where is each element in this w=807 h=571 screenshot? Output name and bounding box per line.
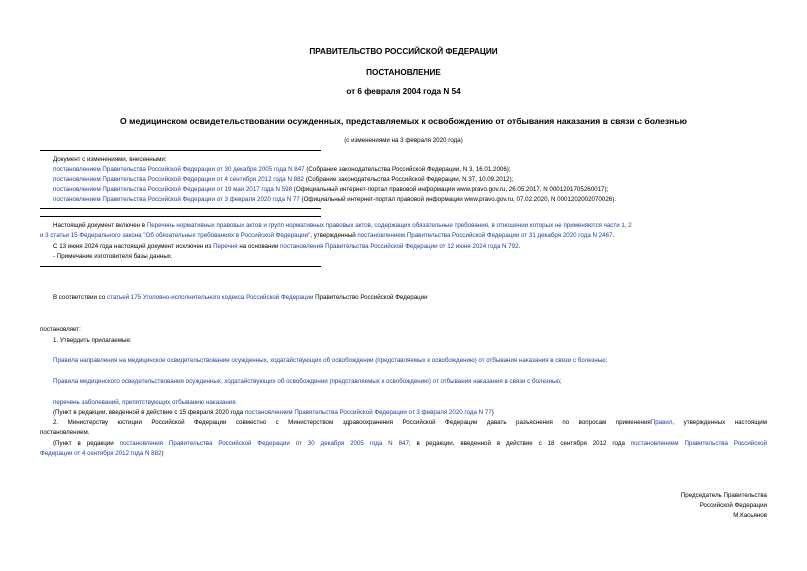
- amendment-source: (Собрание законодательства Российской Федерации, N 3, 16.01.2006);: [304, 166, 511, 173]
- note-line: Настоящий документ включен в Перечень нормативных правовых актов и групп нормативных правовых актов, содержащих обязательные требования, в отношении которых не применяются части 1, 2: [53, 222, 632, 229]
- amendments-intro: Документ с изменениями, внесенными:: [53, 156, 167, 163]
- amendment-link[interactable]: постановлением Правительства Российской Федерации от 3 февраля 2020 года N 77: [53, 196, 300, 203]
- federal-law-link[interactable]: и 3 статьи 15 Федерального закона "Об обязательных требованиях в Российской Федерации": [40, 232, 311, 239]
- amendment-link[interactable]: постановлением Правительства Российской Федерации от 19 мая 2017 года N 598: [53, 186, 293, 193]
- resolution-792-link[interactable]: постановления Правительства Российской Федерации от 12 июня 2024 года N 792: [280, 243, 519, 250]
- resolution-2467-link[interactable]: постановлением Правительства Российской Федерации от 31 декабря 2020 года N 2467: [357, 232, 613, 239]
- amendment-item: [53, 186, 608, 194]
- document-title: О медицинском освидетельствовании осужденных, представляемых к освобождению от отбывания наказания в связи с болезнью: [120, 116, 687, 126]
- rules-link[interactable]: Правил: [650, 419, 673, 426]
- db-producer-note: - Примечание изготовителя базы данных.: [53, 253, 173, 260]
- amendment-source: (Официальный интернет-портал правовой информации www.pravo.gov.ru, 07.02.2020, N 0001202002070026).: [299, 196, 616, 203]
- amendment-source: (Собрание законодательства Российской Федерации, N 37, 10.09.2012);: [303, 176, 514, 183]
- paragraph-1: 1. Утвердить прилагаемые:: [53, 337, 132, 344]
- edition-note-2-end: Федерации от 4 сентября 2012 года N 882): [40, 450, 164, 457]
- list-link[interactable]: Перечня: [213, 243, 238, 250]
- revision-note: (с изменениями на 3 февраля 2020 года): [344, 137, 463, 144]
- diseases-list-link[interactable]: перечень заболеваний, препятствующих отбыванию наказания.: [53, 399, 238, 406]
- issuer-heading: ПРАВИТЕЛЬСТВО РОССИЙСКОЙ ФЕДЕРАЦИИ: [309, 47, 498, 56]
- document-type: ПОСТАНОВЛЕНИЕ: [366, 68, 441, 77]
- edition-note-2: (Пункт в редакции постановления Правительства Российской Федерации от 30 декабря 2005 года N 847; в редакции, введенной в действие с 18 сентября 2012 года постановлением Правительства Российской: [53, 440, 768, 447]
- legal-basis: В соответствии со статьей 175 Уголовно-исполнительного кодекса Российской Федерации Правительство Российской Федерации: [53, 294, 428, 301]
- edition-note-1: (Пункт в редакции, введенной в действие с 15 февраля 2020 года постановлением Правительства Российской Федерации от 3 февраля 2020 года N 77): [53, 409, 494, 416]
- amendment-source: (Официальный интернет-портал правовой информации www.pravo.gov.ru, 26.05.2017, N 0001201705260017);: [292, 186, 609, 193]
- amendment-item: [53, 176, 513, 184]
- resolution-77-link[interactable]: постановлением Правительства Российской Федерации от 3 февраля 2020 года N 77: [244, 409, 492, 416]
- note-line: С 13 июня 2024 года настоящий документ исключен из Перечня на основании постановления Правительства Российской Федерации от 12 июня 2024 года N 792.: [53, 243, 521, 250]
- divider: [40, 150, 321, 151]
- signature-name: М.Касьянов: [733, 512, 767, 519]
- amendment-link[interactable]: постановлением Правительства Российской Федерации от 4 сентября 2012 года N 882: [53, 176, 304, 183]
- exclusion-list-link[interactable]: Перечень нормативных правовых актов и групп нормативных правовых актов, содержащих обязательные требования, в отношении которых не применяются части 1, 2: [146, 222, 632, 229]
- note-line: и 3 статьи 15 Федерального закона "Об обязательных требованиях в Российской Федерации", утвержденный постановлением Правительства Российской Федерации от 31 декабря 2020 года N 2467.: [40, 232, 615, 239]
- resolution-882-link[interactable]: постановлением Правительства Российской: [630, 440, 768, 447]
- paragraph-2: 2. Министерству юстиции Российской Федерации совместно с Министерством здравоохранения Российской Федерации давать разъяснения по вопросам примененияПравил, утвержденных настоящим: [53, 419, 768, 426]
- resolution-847-link[interactable]: постановления Правительства Российской Федерации от 30 декабря 2005 года N 847: [119, 440, 409, 447]
- referral-rules-link[interactable]: Правила направления на медицинское освидетельствование осужденных, ходатайствующих об освобождении (представляемых к освобождению) от отбывания наказания в связи с болезнью;: [53, 357, 608, 364]
- examination-rules-link[interactable]: Правила медицинского освидетельствования осужденных, ходатайствующих об освобождении (представляемых к освобождению) от отбывания наказания в связи с болезнью;: [53, 378, 562, 385]
- resolves-text: постановляет:: [40, 326, 81, 333]
- code-article-link[interactable]: статьей 175 Уголовно-исполнительного кодекса Российской Федерации: [106, 294, 314, 301]
- amendment-link[interactable]: постановлением Правительства Российской Федерации от 30 декабря 2005 года N 847: [53, 166, 305, 173]
- amendment-item: [53, 166, 511, 174]
- signature-country: Российской Федерации: [699, 502, 767, 509]
- divider: [40, 266, 321, 267]
- resolution-882-link-cont[interactable]: Федерации от 4 сентября 2012 года N 882: [40, 450, 162, 457]
- paragraph-2-end: постановлением.: [40, 429, 90, 436]
- signature-title: Председатель Правительства: [680, 492, 767, 499]
- amendment-item: [53, 196, 616, 204]
- divider: [40, 216, 321, 217]
- divider: [40, 208, 321, 209]
- document-date-number: от 6 февраля 2004 года N 54: [346, 87, 461, 96]
